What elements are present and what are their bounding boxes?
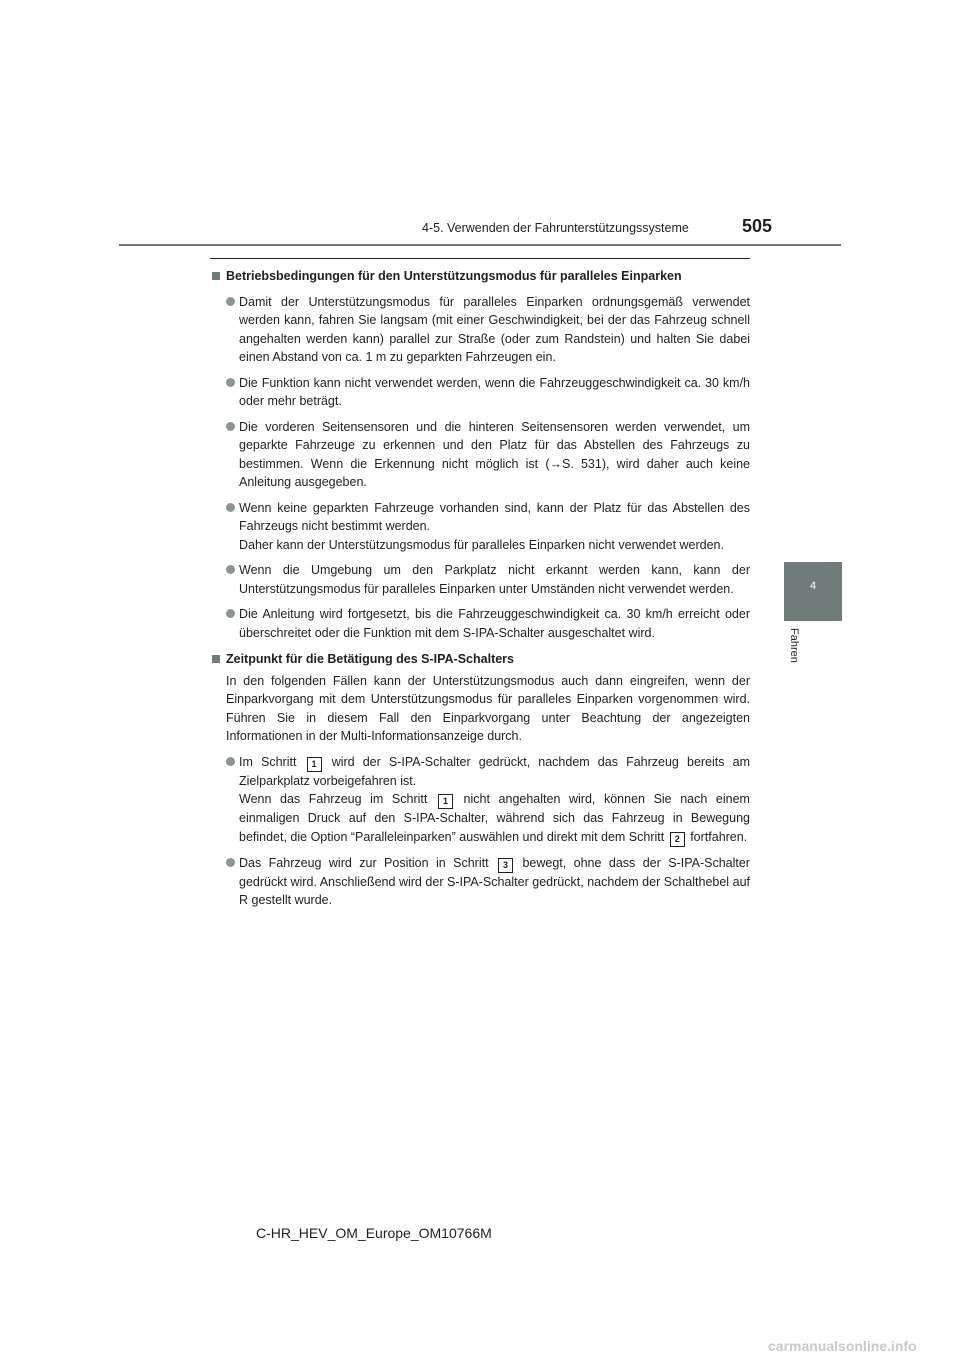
document-id: C-HR_HEV_OM_Europe_OM10766M <box>256 1225 492 1241</box>
text-run: bewegt, ohne dass der S-IPA-Schalter gedrückt wird. Anschließend wird der S-IPA-Schalter gedrückt, nachdem der Schalthebel auf R gestellt wurde. <box>239 855 750 907</box>
text-run: nicht angehalten wird, können Sie nach einem einmaligen Druck auf den S-IPA-Schalter, während sich das Fahrzeug in Bewegung befindet, die Option “Paralleleinparken” auswählen und direkt mit dem Schritt <box>239 792 750 844</box>
list-item: Die vorderen Seitensensoren und die hinteren Seitensensoren werden verwendet, um geparkte Fahrzeuge zu erkennen und den Platz für das Abstellen des Fahrzeugs zu bestimmen. Wenn die Erkennung nicht möglich ist (→S. 531), wird daher auch keine Anleitung ausgegeben. <box>210 418 750 492</box>
step-marker: 1 <box>307 757 322 772</box>
chapter-number: 4 <box>809 580 817 592</box>
text-run: Wenn das Fahrzeug im Schritt <box>239 792 428 806</box>
chapter-tab <box>784 562 842 621</box>
list-item: Wenn die Umgebung um den Parkplatz nicht erkannt werden kann, kann der Unterstützungsmodus für paralleles Einparken unter Umständen nicht verwendet werden. <box>210 561 750 598</box>
step-marker: 3 <box>498 858 513 873</box>
section-heading-operating-conditions: Betriebsbedingungen für den Unterstützungsmodus für paralleles Einparken <box>210 267 750 286</box>
section-intro: In den folgenden Fällen kann der Unterstützungsmodus auch dann eingreifen, wenn der Einparkvorgang mit dem Unterstützungsmodus für paralleles Einparken vorgenommen wird. Führen Sie in diesem Fall den Einparkvorgang unter Beachtung der angezeigten Informationen in der Multi-Informationsanzeige durch. <box>226 673 750 743</box>
list-item <box>210 499 750 555</box>
text-run: Das Fahrzeug wird zur Position in Schritt <box>239 855 489 870</box>
text-run: wird der S-IPA-Schalter gedrückt, nachdem das Fahrzeug bereits am Zielparkplatz vorbeigefahren ist. <box>239 754 750 788</box>
text-run: Im Schritt <box>239 754 297 769</box>
text-run: fortfahren. <box>690 829 748 844</box>
list-item-text: Wenn keine geparkten Fahrzeuge vorhanden sind, kann der Platz für das Abstellen des Fahrzeugs nicht bestimmt werden. <box>239 500 750 533</box>
page-number: 505 <box>742 216 773 236</box>
list-item <box>210 753 750 847</box>
list-item: Die Anleitung wird fortgesetzt, bis die Fahrzeuggeschwindigkeit ca. 30 km/h erreicht oder überschreitet oder die Funktion mit dem S-IPA-Schalter ausgeschaltet wird. <box>210 605 750 642</box>
page-content <box>210 258 750 910</box>
list-item-continuation: Daher kann der Unterstützungsmodus für paralleles Einparken nicht verwendet werden. <box>239 537 724 552</box>
list-item: Die Funktion kann nicht verwendet werden, wenn die Fahrzeuggeschwindigkeit ca. 30 km/h oder mehr beträgt. <box>210 374 750 411</box>
step-marker: 2 <box>670 832 685 847</box>
list-item <box>210 854 750 910</box>
chapter-label: Fahren <box>788 628 800 663</box>
list-item: Damit der Unterstützungsmodus für paralleles Einparken ordnungsgemäß verwendet werden kann, fahren Sie langsam (mit einer Geschwindigkeit, bei der das Fahrzeug schnell angehalten werden kann) parallel zur Straße (oder zum Randstein) und halten Sie dabei einen Abstand von ca. 1 m zu geparkten Fahrzeugen ein. <box>210 293 750 367</box>
header-rule <box>119 244 841 246</box>
watermark: carmanualsonline.info <box>768 1338 917 1354</box>
header-section-title: 4-5. Verwenden der Fahrunterstützungssysteme <box>422 221 689 235</box>
section-heading-switch-timing: Zeitpunkt für die Betätigung des S-IPA-Schalters <box>210 650 750 669</box>
step-marker: 1 <box>438 794 453 809</box>
